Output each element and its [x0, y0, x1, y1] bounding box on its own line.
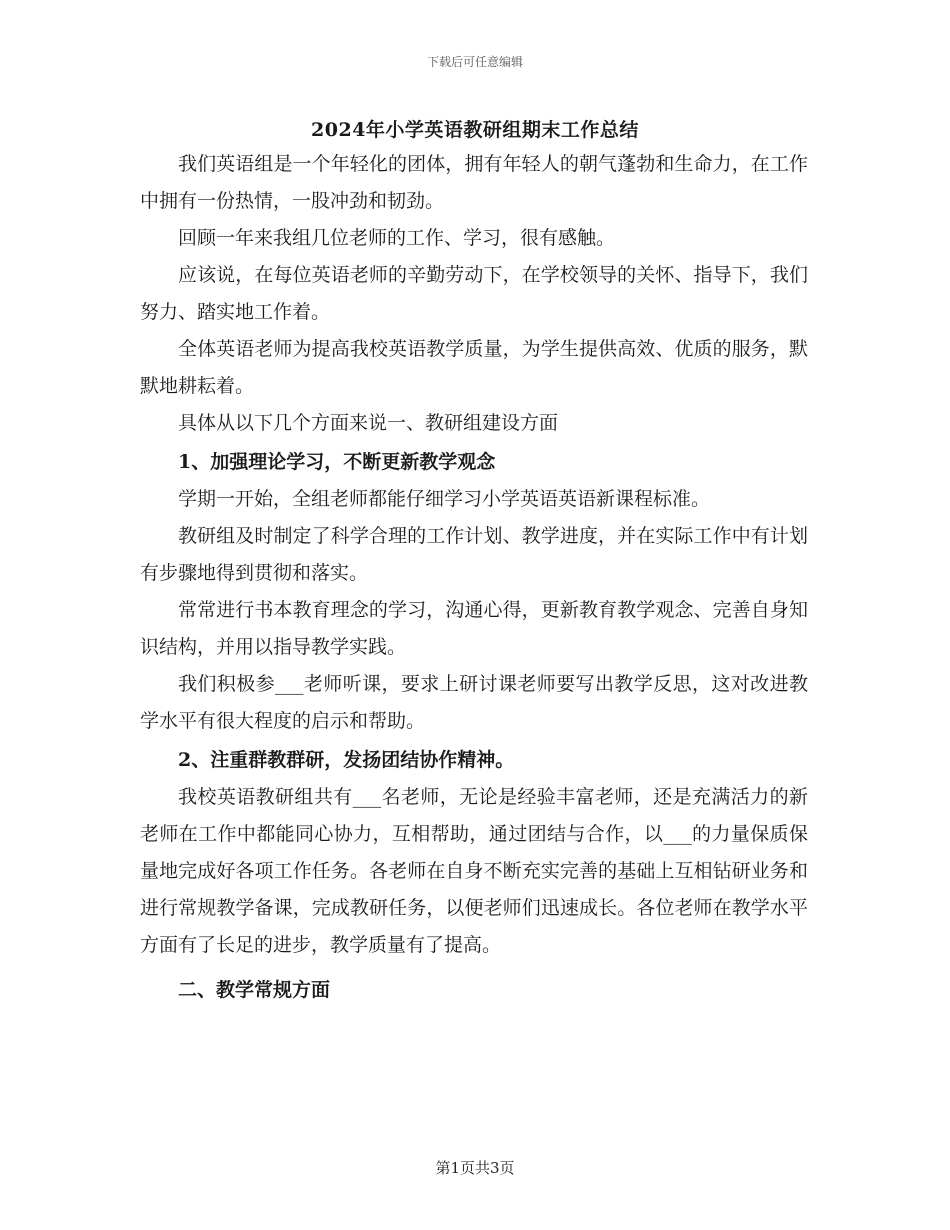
paragraph: 我校英语教研组共有___名老师，无论是经验丰富老师，还是充满活力的新老师在工作中都能同心协力，互相帮助，通过团结与合作，以___的力量保质保量地完成好各项工作任务。各老师在自身不断充实完善的基础上互相钻研业务和进行常规教学备课，完成教研任务，以便老师们迅速成长。各位老师在教学水平方面有了长足的进步，教学质量有了提高。 — [140, 786, 808, 956]
document-title: 2024年小学英语教研组期末工作总结 — [311, 119, 639, 141]
paragraph: 回顾一年来我组几位老师的工作、学习，很有感触。 — [178, 227, 616, 249]
paragraph: 我们英语组是一个年轻化的团体，拥有年轻人的朝气蓬勃和生命力，在工作中拥有一份热情，一股冲劲和韧劲。 — [140, 153, 808, 212]
paragraph: 具体从以下几个方面来说一、教研组建设方面 — [178, 412, 559, 434]
paragraph: 应该说，在每位英语老师的辛勤劳动下，在学校领导的关怀、指导下，我们努力、踏实地工作着。 — [140, 264, 808, 323]
paragraph: 常常进行书本教育理念的学习，沟通心得，更新教育教学观念、完善自身知识结构，并用以指导教学实践。 — [140, 599, 808, 658]
page-header-note: 下载后可任意编辑 — [426, 55, 523, 69]
subheading: 2、注重群教群研，发扬团结协作精神。 — [178, 749, 515, 771]
paragraph: 教研组及时制定了科学合理的工作计划、教学进度，并在实际工作中有计划有步骤地得到贯彻和落实。 — [140, 525, 808, 584]
document-body — [140, 146, 808, 1009]
paragraph: 学期一开始，全组老师都能仔细学习小学英语英语新课程标准。 — [178, 488, 711, 510]
section-heading: 二、教学常规方面 — [178, 979, 331, 1001]
subheading: 1、加强理论学习，不断更新教学观念 — [178, 451, 496, 473]
paragraph: 我们积极参___老师听课，要求上研讨课老师要写出教学反思，这对改进教学水平有很大程度的启示和帮助。 — [140, 673, 808, 732]
paragraph: 全体英语老师为提高我校英语教学质量，为学生提供高效、优质的服务，默默地耕耘着。 — [140, 338, 808, 397]
page-number: 第1页共3页 — [435, 1159, 515, 1177]
